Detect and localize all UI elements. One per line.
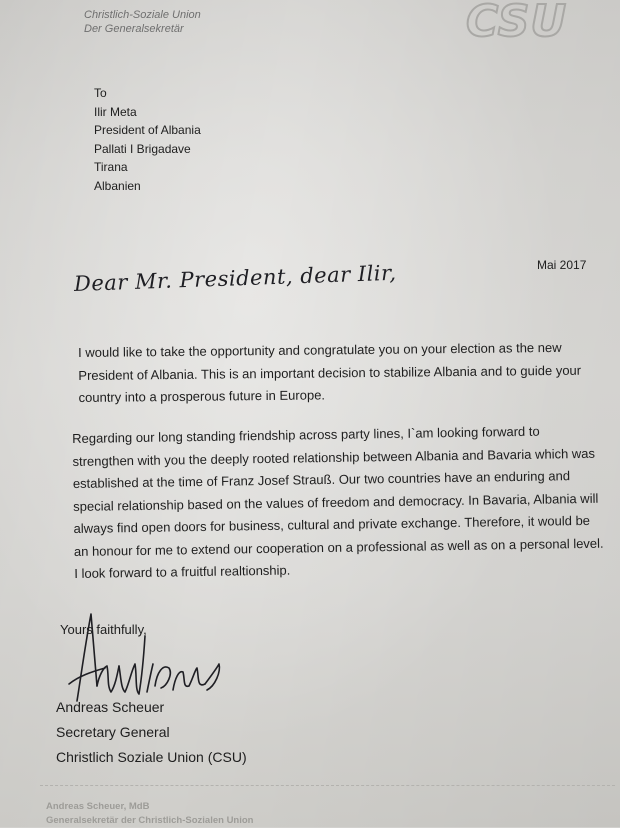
footer-name: Andreas Scheuer, MdB — [46, 801, 150, 812]
letter-footer — [46, 800, 253, 828]
recipient-address — [94, 84, 201, 195]
address-line: To — [94, 86, 107, 100]
address-line: Albanien — [94, 178, 141, 193]
signatory-title: Secretary General — [56, 724, 170, 740]
csu-logo: CSU — [466, 0, 568, 47]
body-paragraph-2: Regarding our long standing friendship across party lines, I`am looking forward to strengthen with you the deeply rooted relationship between Albania and Bavaria which was established at the time of Franz Josef Strauß. Our two countries have an enduring and special relationship based on the values of freedom and democracy. In Bavaria, Albania will always find open doors for business, cultural and private exchange. Therefore, it would be an honour for me to extend our cooperation on a professional as well as on a personal level. I look forward to a fruitful realtionship. — [72, 423, 604, 581]
sender-organization: Christlich-Soziale Union — [84, 9, 201, 21]
signatory-organization: Christlich Soziale Union (CSU) — [56, 749, 247, 765]
address-line: Pallati I Brigadave — [94, 141, 191, 156]
closing-phrase: Yours faithfully, — [60, 622, 147, 637]
footer-role: Generalsekretär der Christlich-Sozialen Union — [46, 815, 254, 826]
footer-divider — [40, 785, 615, 786]
address-line: Tirana — [94, 160, 128, 174]
handwritten-salutation: Dear Mr. President, dear Ilir, — [73, 260, 397, 296]
sender-role: Der Generalsekretär — [84, 23, 184, 35]
signatory-name: Andreas Scheuer — [56, 699, 165, 715]
letter-date: Mai 2017 — [537, 258, 587, 272]
body-paragraph-1: I would like to take the opportunity and congratulate you on your election as the new President of Albania. This is an important decision to stabilize Albania and to guide your country into a prosperous future in Europe. — [78, 339, 582, 405]
address-line: President of Albania — [94, 123, 201, 137]
signature-block — [56, 695, 247, 770]
letterhead-sender — [84, 8, 201, 36]
address-line: Ilir Meta — [94, 104, 137, 119]
